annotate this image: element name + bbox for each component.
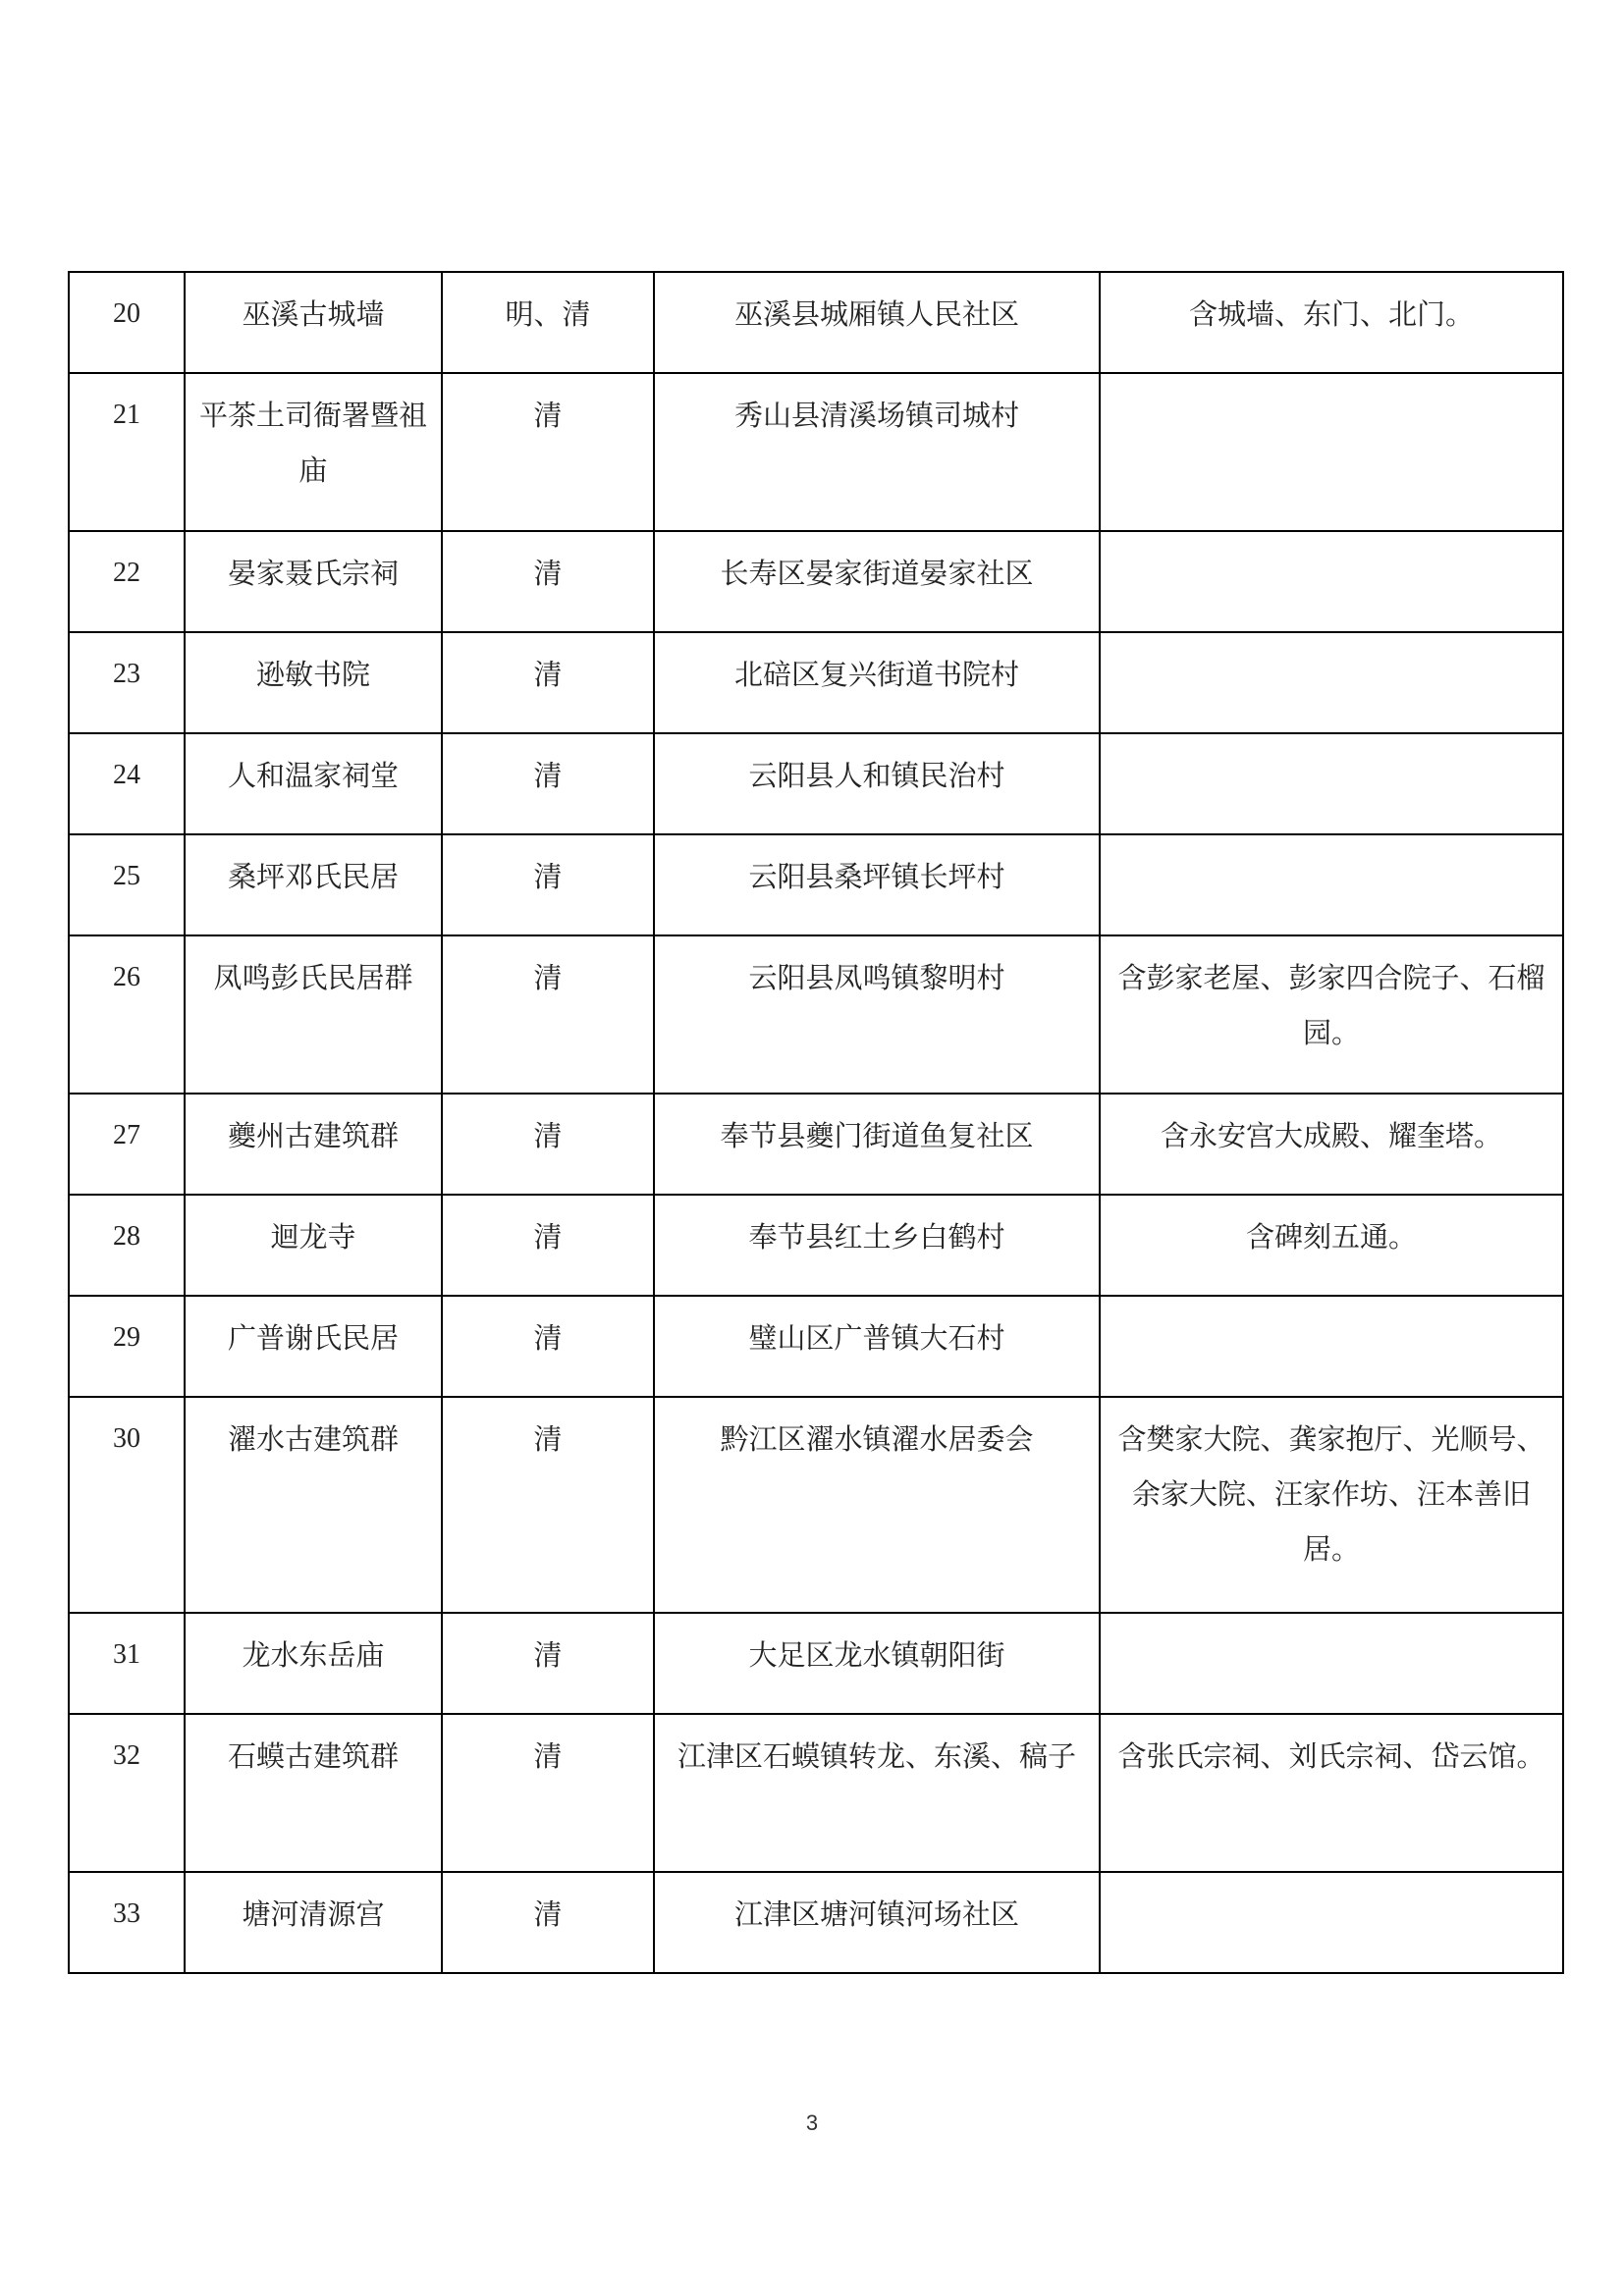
site-location: 大足区龙水镇朝阳街 [654,1613,1100,1714]
site-note [1100,1613,1563,1714]
site-name: 塘河清源宫 [185,1872,442,1973]
table-row [69,1397,1563,1613]
site-note: 含樊家大院、龚家抱厅、光顺号、余家大院、汪家作坊、汪本善旧居。 [1100,1397,1563,1613]
site-name: 晏家聂氏宗祠 [185,531,442,632]
row-number: 29 [69,1296,185,1397]
heritage-sites-table [68,271,1564,1974]
row-number: 32 [69,1714,185,1872]
site-note [1100,834,1563,935]
row-number: 22 [69,531,185,632]
site-note [1100,531,1563,632]
site-era: 清 [442,531,654,632]
row-number: 20 [69,272,185,373]
site-location: 云阳县凤鸣镇黎明村 [654,935,1100,1094]
table-row [69,1195,1563,1296]
site-name: 巫溪古城墙 [185,272,442,373]
site-era: 清 [442,834,654,935]
table-row [69,834,1563,935]
row-number: 33 [69,1872,185,1973]
site-era: 清 [442,373,654,531]
site-era: 清 [442,1195,654,1296]
site-name: 凤鸣彭氏民居群 [185,935,442,1094]
site-era: 清 [442,1397,654,1613]
table-row [69,733,1563,834]
table-row [69,1094,1563,1195]
site-location: 云阳县人和镇民治村 [654,733,1100,834]
site-note: 含彭家老屋、彭家四合院子、石榴园。 [1100,935,1563,1094]
site-era: 清 [442,733,654,834]
site-note [1100,1872,1563,1973]
site-era: 清 [442,1296,654,1397]
row-number: 25 [69,834,185,935]
table-row [69,1613,1563,1714]
table-row [69,373,1563,531]
site-location: 奉节县红土乡白鹤村 [654,1195,1100,1296]
site-location: 北碚区复兴街道书院村 [654,632,1100,733]
row-number: 23 [69,632,185,733]
site-name: 平茶土司衙署暨祖庙 [185,373,442,531]
site-note: 含张氏宗祠、刘氏宗祠、岱云馆。 [1100,1714,1563,1872]
row-number: 27 [69,1094,185,1195]
site-era: 清 [442,1094,654,1195]
site-note [1100,632,1563,733]
site-name: 广普谢氏民居 [185,1296,442,1397]
site-era: 清 [442,1714,654,1872]
site-location: 巫溪县城厢镇人民社区 [654,272,1100,373]
row-number: 24 [69,733,185,834]
row-number: 31 [69,1613,185,1714]
table-row [69,935,1563,1094]
table-body [69,272,1563,1973]
page-number: 3 [805,2110,819,2135]
table-row [69,1296,1563,1397]
site-name: 龙水东岳庙 [185,1613,442,1714]
site-era: 清 [442,1872,654,1973]
site-era: 清 [442,632,654,733]
table-row [69,531,1563,632]
site-note: 含城墙、东门、北门。 [1100,272,1563,373]
row-number: 30 [69,1397,185,1613]
site-name: 迴龙寺 [185,1195,442,1296]
site-name: 濯水古建筑群 [185,1397,442,1613]
table-row [69,1714,1563,1872]
row-number: 26 [69,935,185,1094]
table-row [69,272,1563,373]
table-row [69,1872,1563,1973]
site-location: 秀山县清溪场镇司城村 [654,373,1100,531]
site-location: 江津区石蟆镇转龙、东溪、稿子 [654,1714,1100,1872]
site-note [1100,733,1563,834]
row-number: 28 [69,1195,185,1296]
site-location: 长寿区晏家街道晏家社区 [654,531,1100,632]
site-name: 桑坪邓氏民居 [185,834,442,935]
site-location: 云阳县桑坪镇长坪村 [654,834,1100,935]
row-number: 21 [69,373,185,531]
site-era: 明、清 [442,272,654,373]
site-name: 人和温家祠堂 [185,733,442,834]
site-era: 清 [442,935,654,1094]
site-name: 逊敏书院 [185,632,442,733]
site-location: 奉节县夔门街道鱼复社区 [654,1094,1100,1195]
site-era: 清 [442,1613,654,1714]
site-location: 江津区塘河镇河场社区 [654,1872,1100,1973]
site-note: 含永安宫大成殿、耀奎塔。 [1100,1094,1563,1195]
site-location: 璧山区广普镇大石村 [654,1296,1100,1397]
site-note [1100,1296,1563,1397]
site-location: 黔江区濯水镇濯水居委会 [654,1397,1100,1613]
site-name: 夔州古建筑群 [185,1094,442,1195]
site-note [1100,373,1563,531]
site-name: 石蟆古建筑群 [185,1714,442,1872]
table-row [69,632,1563,733]
site-note: 含碑刻五通。 [1100,1195,1563,1296]
